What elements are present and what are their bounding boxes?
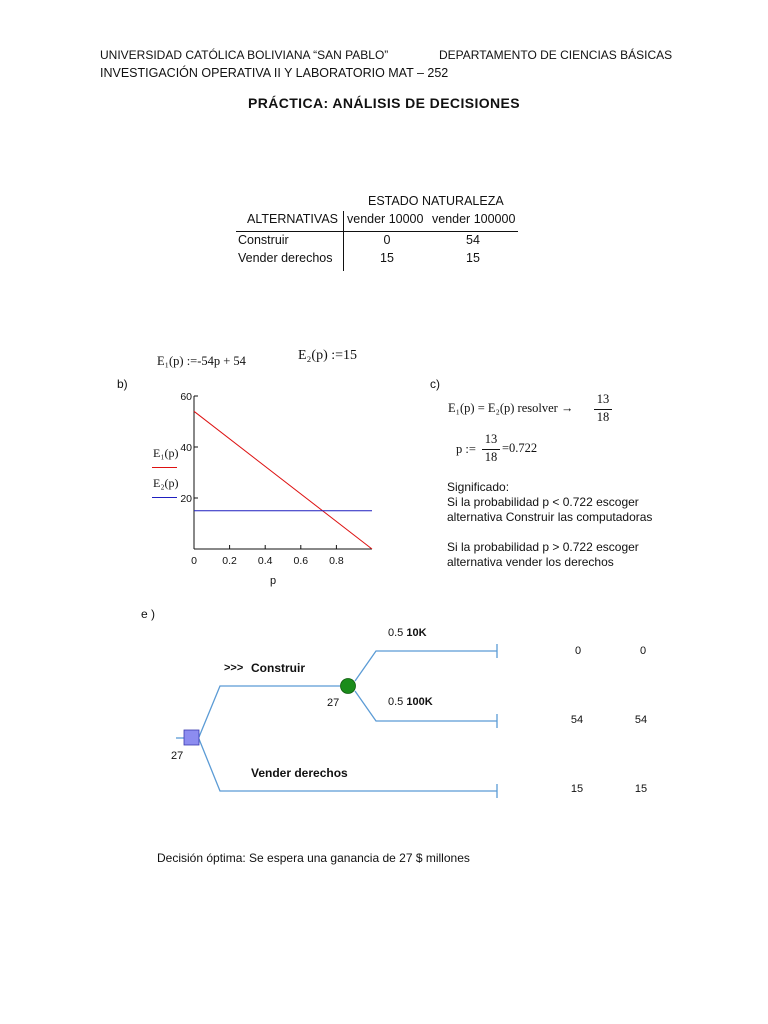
branch-line	[199, 739, 497, 791]
equation-e1: E₁(p) :=-54p + 54	[157, 354, 246, 368]
meaning-line: Si la probabilidad p < 0.722 escoger	[447, 495, 639, 509]
prob-100k: 0.5	[388, 696, 404, 708]
p-numerator: 13	[484, 432, 498, 446]
table-column-header: vender 10000	[347, 212, 424, 226]
part-e-label: e )	[141, 607, 156, 621]
decision-node-value: 27	[171, 750, 184, 762]
branch-line	[199, 686, 340, 737]
table-row-header: ALTERNATIVAS	[247, 212, 338, 226]
x-tick-label: 0.2	[222, 555, 237, 567]
legend-e1-label: E₁(p)	[153, 446, 179, 460]
decision-node	[184, 730, 199, 745]
x-tick-label: 0	[191, 555, 197, 567]
table-divider	[343, 211, 344, 271]
branch-vender-label: Vender derechos	[251, 766, 348, 780]
y-tick-label: 20	[180, 493, 192, 505]
solve-expression: E₁(p) = E₂(p) resolver →	[448, 401, 574, 415]
outcome-10k: 10K	[406, 627, 427, 639]
course-name: INVESTIGACIÓN OPERATIVA II Y LABORATORIO MAT – 252	[100, 66, 449, 80]
series-e1-line	[194, 411, 372, 549]
payoff-value: 54	[570, 714, 584, 726]
conclusion-text: Decisión óptima: Se espera una ganancia de 27 $ millones	[157, 851, 470, 865]
table-group-header: ESTADO NATURALEZA	[368, 194, 504, 208]
meaning-line: alternativa vender los derechos	[447, 555, 614, 569]
payoff-value: 15	[634, 783, 648, 795]
part-b-label: b)	[117, 377, 128, 391]
meaning-line: Si la probabilidad p > 0.722 escoger	[447, 540, 639, 554]
payoff-value: 0	[574, 645, 582, 657]
y-tick-label: 40	[180, 442, 192, 454]
p-denominator: 18	[484, 450, 498, 464]
page-title: PRÁCTICA: ANÁLISIS DE DECISIONES	[247, 95, 521, 111]
chance-node	[341, 679, 356, 694]
department-name: DEPARTAMENTO DE CIENCIAS BÁSICAS	[439, 48, 673, 62]
p-assign: p :=	[456, 442, 476, 456]
payoff-value: 0	[639, 645, 647, 657]
meaning-line: alternativa Construir las computadoras	[447, 510, 653, 524]
x-tick-label: 0.4	[257, 555, 273, 567]
table-column-header: vender 100000	[432, 212, 516, 226]
table-cell: 15	[380, 251, 394, 265]
legend-e2-label: E₂(p)	[153, 476, 179, 490]
payoff-value: 54	[634, 714, 648, 726]
branch-construir-label: Construir	[251, 661, 305, 675]
y-tick-label: 60	[180, 391, 192, 403]
table-cell: 54	[466, 233, 480, 247]
branch-line	[355, 651, 497, 681]
selected-marker: >>>	[224, 662, 244, 674]
payoff-value: 15	[570, 783, 584, 795]
branch-100k-label	[388, 696, 433, 708]
meaning-title: Significado:	[447, 480, 510, 494]
table-cell: 0	[383, 233, 391, 247]
branch-10k-label	[388, 627, 427, 639]
x-tick-label: 0.8	[329, 555, 344, 567]
decision-chart	[170, 388, 385, 588]
prob-10k: 0.5	[388, 627, 404, 639]
table-row-label: Construir	[238, 233, 289, 247]
university-name: UNIVERSIDAD CATÓLICA BOLIVIANA “SAN PABLO”	[100, 48, 389, 62]
chance-node-value: 27	[327, 697, 340, 709]
equation-e2: E₂(p) :=15	[298, 348, 358, 363]
solve-denominator: 18	[596, 410, 610, 424]
table-row-label: Vender derechos	[238, 251, 333, 265]
p-result: =0.722	[502, 441, 538, 455]
outcome-100k: 100K	[406, 696, 433, 708]
table-rule	[236, 231, 518, 232]
x-axis-label: p	[269, 575, 277, 587]
solve-numerator: 13	[596, 392, 610, 406]
table-cell: 15	[466, 251, 480, 265]
part-c-label: c)	[430, 377, 440, 391]
x-tick-label: 0.6	[293, 555, 309, 567]
